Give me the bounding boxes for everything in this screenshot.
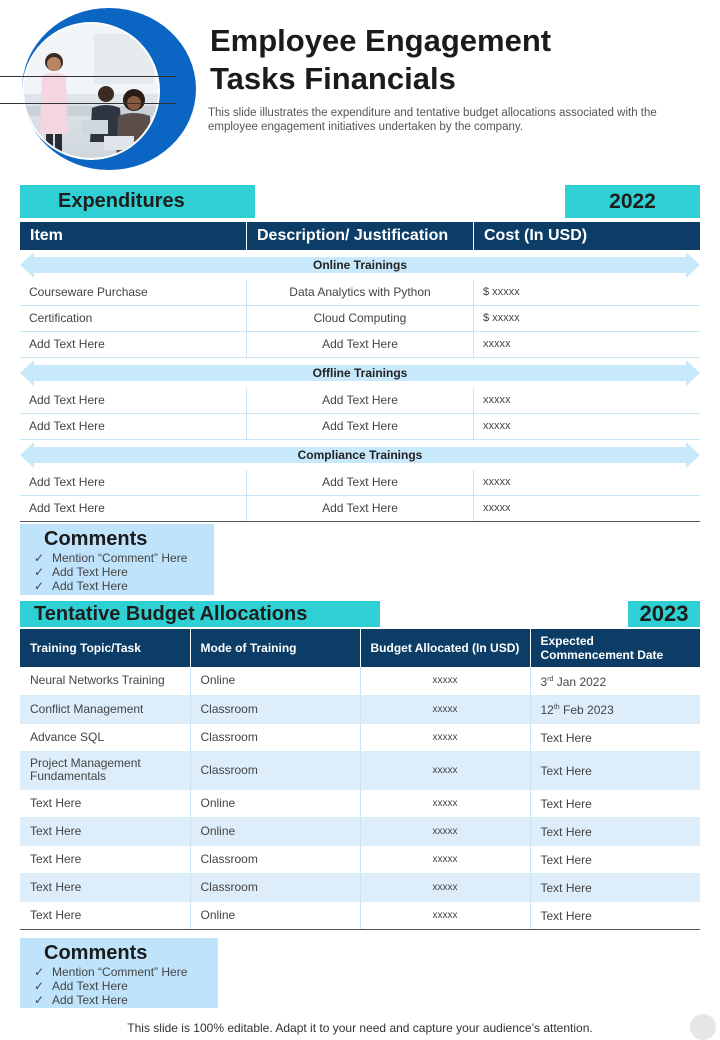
mode-cell: Online [190,817,360,845]
comment-text: Mention “Comment” Here [52,551,188,565]
budget-cell: xxxxx [360,845,530,873]
corner-circle-decoration [690,1014,716,1040]
description-cell: Add Text Here [247,388,474,413]
check-icon: ✓ [34,965,45,979]
category-label: Offline Trainings [312,366,408,380]
col-header-cost: Cost (In USD) [484,227,588,244]
topic-cell: Text Here [20,901,190,929]
date-cell [530,667,700,695]
page-title [210,22,690,98]
table-row [20,723,700,751]
cost-cell: xxxxx [483,394,511,406]
description-cell: Add Text Here [247,332,474,357]
col-header-item: Item [20,222,247,250]
table-row [20,496,700,522]
check-icon: ✓ [34,565,45,579]
comments-list [34,551,214,593]
comment-item [34,551,214,565]
item-cell: Add Text Here [20,332,247,357]
description-cell: Cloud Computing [247,306,474,331]
topic-cell: Project Management Fundamentals [20,751,190,789]
table-row [20,789,700,817]
date-rest: Feb 2023 [559,703,614,717]
comment-item [34,579,214,593]
table-row [20,306,700,332]
comment-text: Add Text Here [52,993,128,1007]
budget-cell: xxxxx [360,723,530,751]
budget-cell: xxxxx [360,873,530,901]
budget-cell: xxxxx [360,695,530,723]
category-band [20,442,700,468]
date-main: 12 [540,703,554,717]
mode-cell: Classroom [190,695,360,723]
description-cell: Add Text Here [247,496,474,521]
date-cell [530,695,700,723]
table-row [20,470,700,496]
date-main: Text Here [540,825,592,839]
budget-header-row [20,629,700,667]
comment-item [34,565,214,579]
date-main: Text Here [540,764,592,778]
comment-text: Add Text Here [52,565,128,579]
col-header-budget: Budget Allocated (In USD) [360,629,530,667]
check-icon: ✓ [34,551,45,565]
date-main: Text Here [540,909,592,923]
item-cell: Courseware Purchase [20,280,247,305]
date-main: Text Here [540,797,592,811]
team-photo [22,22,160,160]
topic-cell: Text Here [20,845,190,873]
date-main: Text Here [540,853,592,867]
date-cell [530,751,700,789]
comment-item [34,965,218,979]
cost-cell: xxxxx [483,502,511,514]
item-cell: Add Text Here [20,496,247,521]
date-cell [530,723,700,751]
budget-cell: xxxxx [360,751,530,789]
topic-cell: Neural Networks Training [20,667,190,695]
comments-list [34,965,218,1007]
table-row [20,695,700,723]
item-cell: Add Text Here [20,414,247,439]
category-band [20,252,700,278]
comments-heading: Comments [44,528,148,550]
topic-cell: Text Here [20,817,190,845]
team-photo-illustration [24,24,160,160]
check-icon: ✓ [34,979,45,993]
date-cell [530,817,700,845]
col-header-mode: Mode of Training [190,629,360,667]
item-cell: Certification [20,306,247,331]
comment-text: Add Text Here [52,579,128,593]
mode-cell: Classroom [190,845,360,873]
topic-cell: Advance SQL [20,723,190,751]
decor-line-top [0,76,176,77]
check-icon: ✓ [34,579,45,593]
table-row [20,388,700,414]
comments-heading: Comments [44,942,148,964]
cost-cell: xxxxx [483,338,511,350]
footer-note: This slide is 100% editable. Adapt it to your need and capture your audience’s attention. [127,1021,593,1035]
cost-cell: xxxxx [483,476,511,488]
budget-body [20,667,700,929]
table-row [20,751,700,789]
date-cell [530,789,700,817]
date-cell [530,845,700,873]
expenditures-header-row [20,222,700,250]
mode-cell: Classroom [190,723,360,751]
mode-cell: Classroom [190,873,360,901]
title-line-2: Tasks Financials [210,61,456,96]
table-row [20,332,700,358]
description-cell: Add Text Here [247,470,474,495]
page-subtitle: This slide illustrates the expenditure and tentative budget allocations associated with the employee engagement initiatives undertaken by the company. [208,107,657,133]
category-label: Online Trainings [312,258,407,272]
budget-table [20,629,700,930]
check-icon: ✓ [34,993,45,1007]
category-label: Compliance Trainings [297,448,423,462]
table-row [20,845,700,873]
description-cell: Data Analytics with Python [247,280,474,305]
cost-cell: $ xxxxx [483,312,520,324]
date-suffix: rd [547,675,554,683]
table-row [20,280,700,306]
topic-cell: Text Here [20,789,190,817]
table-row [20,873,700,901]
budget-cell: xxxxx [360,901,530,929]
mode-cell: Classroom [190,751,360,789]
decor-line-bottom [0,103,176,104]
date-main: Text Here [540,881,592,895]
mode-cell: Online [190,789,360,817]
budget-cell: xxxxx [360,789,530,817]
comments-box-expenditures [20,524,214,595]
cost-cell: xxxxx [483,420,511,432]
topic-cell: Conflict Management [20,695,190,723]
item-cell: Add Text Here [20,470,247,495]
expenditures-table [20,222,700,522]
date-suffix: th [553,704,560,711]
comment-item [34,979,218,993]
item-cell: Add Text Here [20,388,247,413]
table-row [20,817,700,845]
mode-cell: Online [190,901,360,929]
mode-cell: Online [190,667,360,695]
topic-cell: Text Here [20,873,190,901]
table-row [20,414,700,440]
table-row [20,901,700,929]
table-row [20,667,700,695]
description-cell: Add Text Here [247,414,474,439]
expenditures-body [20,252,700,522]
budget-cell: xxxxx [360,667,530,695]
header-photo-group [0,0,200,175]
comment-item [34,993,218,1007]
expenditures-heading: Expenditures [20,185,255,218]
budget-cell: xxxxx [360,817,530,845]
comment-text: Add Text Here [52,979,128,993]
col-header-topic: Training Topic/Task [20,629,190,667]
category-band [20,360,700,386]
budget-heading: Tentative Budget Allocations [20,601,380,627]
date-cell [530,873,700,901]
budget-year: 2023 [628,601,700,627]
comment-text: Mention “Comment” Here [52,965,188,979]
col-header-description: Description/ Justification [247,222,474,250]
title-line-1: Employee Engagement [210,23,552,58]
date-rest: Jan 2022 [553,674,607,689]
expenditures-year: 2022 [565,185,700,218]
comments-box-budget [20,938,218,1008]
date-main: 3 [540,674,548,689]
date-cell [530,901,700,929]
col-header-date: Expected Commencement Date [530,629,700,667]
cost-cell: $ xxxxx [483,286,520,298]
date-main: Text Here [540,731,592,745]
